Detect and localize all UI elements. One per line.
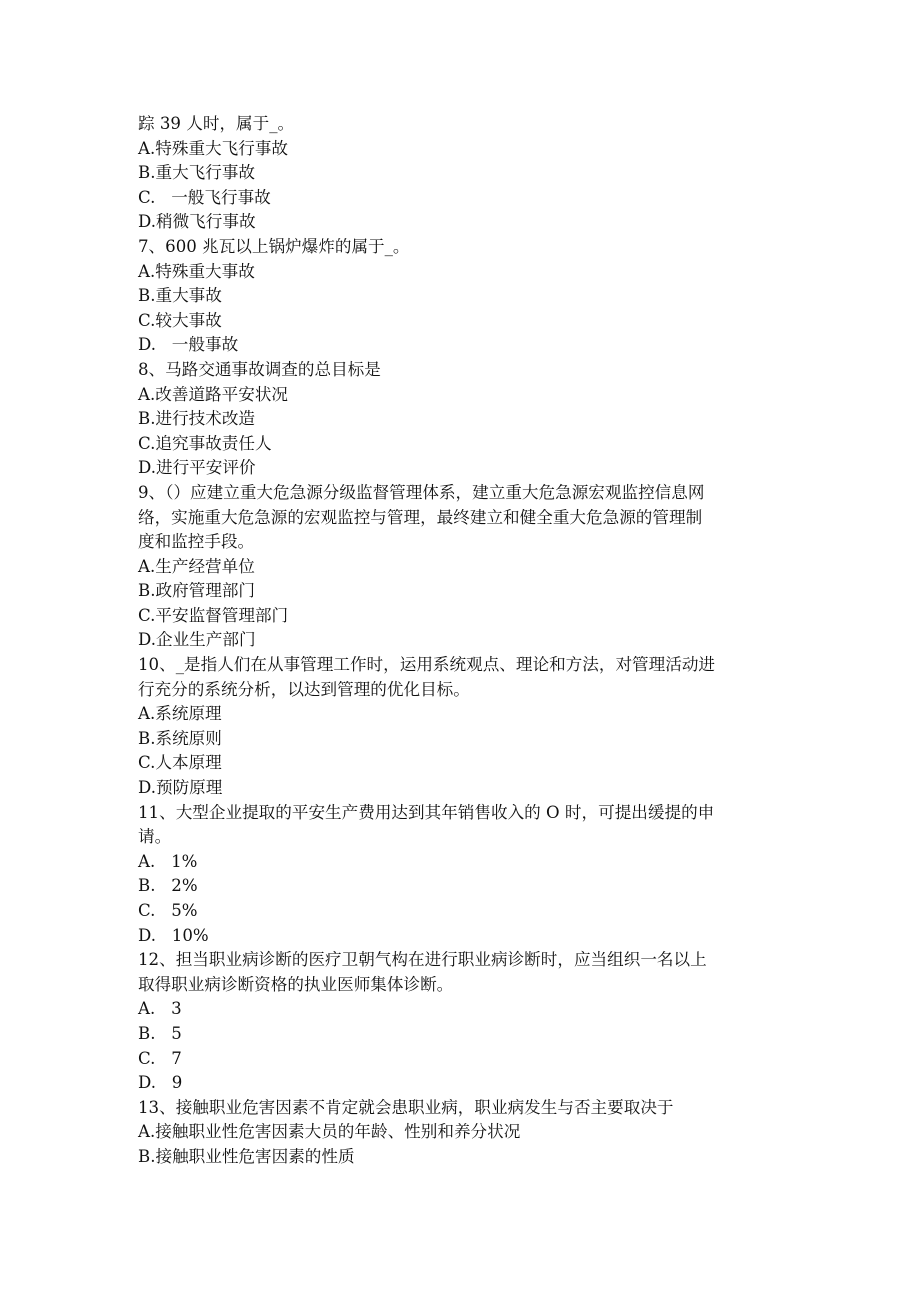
option-line: B.进行技术改造: [138, 409, 256, 429]
option-line: C.人本原理: [138, 753, 222, 773]
continuation-line: 踪 39 人时，属于_。: [138, 114, 295, 133]
option-line: B.系统原则: [138, 728, 222, 748]
option-line: A.特殊重大飞行事故: [138, 138, 289, 158]
option-line: A. 1%: [138, 851, 198, 871]
question-line: 13、接触职业危害因素不肯定就会患职业病，职业病发生与否主要取决于: [138, 1097, 674, 1117]
option-line: D. 10%: [138, 925, 209, 945]
document-body: [138, 112, 788, 1170]
continuation-line: 络，实施重大危急源的宏观监控与管理，最终建立和健全重大危急源的管理制: [138, 507, 703, 527]
option-line: C. 7: [138, 1048, 182, 1068]
option-line: D. 9: [138, 1073, 183, 1093]
option-line: A.接触职业性危害因素大员的年龄、性别和养分状况: [138, 1122, 521, 1142]
option-line: C.追究事故责任人: [138, 433, 272, 453]
question-line: 11、大型企业提取的平安生产费用达到其年销售收入的 O 时，可提出缓提的申: [138, 802, 715, 822]
option-line: A.特殊重大事故: [138, 261, 255, 281]
option-line: D.进行平安评价: [138, 458, 256, 478]
option-line: A.系统原理: [138, 704, 222, 724]
option-line: B. 5: [138, 1023, 182, 1043]
continuation-line: 度和监控手段。: [138, 532, 255, 552]
option-line: A. 3: [138, 999, 182, 1019]
question-line: 7、600 兆瓦以上锅炉爆炸的属于_。: [138, 236, 410, 256]
option-line: D. 一般事故: [138, 335, 239, 355]
question-line: 9、（）应建立重大危急源分级监督管理体系，建立重大危急源宏观监控信息网: [138, 482, 705, 502]
option-line: A.改善道路平安状况: [138, 384, 289, 404]
option-line: D.预防原理: [138, 778, 223, 798]
option-line: A.生产经营单位: [138, 556, 255, 576]
option-line: D.企业生产部门: [138, 630, 256, 650]
option-line: C.平安监督管理部门: [138, 605, 289, 625]
option-line: B.接触职业性危害因素的性质: [138, 1146, 355, 1166]
question-line: 12、担当职业病诊断的医疗卫朝气构在进行职业病诊断时，应当组织一名以上: [138, 950, 707, 970]
question-line: 10、_是指人们在从事管理工作时，运用系统观点、理论和方法，对管理活动进: [138, 655, 716, 675]
option-line: C. 5%: [138, 901, 198, 920]
option-line: B. 2%: [138, 876, 198, 896]
option-line: C.较大事故: [138, 310, 222, 330]
continuation-line: 请。: [138, 827, 172, 847]
continuation-line: 行充分的系统分析，以达到管理的优化目标。: [138, 679, 470, 699]
question-line: 8、马路交通事故调查的总目标是: [138, 359, 381, 379]
option-line: B.政府管理部门: [138, 581, 256, 601]
continuation-line: 取得职业病诊断资格的执业医师集体诊断。: [138, 974, 454, 994]
option-line: B.重大事故: [138, 286, 222, 306]
option-line: D.稍微飞行事故: [138, 212, 256, 232]
option-line: C. 一般飞行事故: [138, 187, 271, 207]
option-line: B.重大飞行事故: [138, 163, 256, 183]
